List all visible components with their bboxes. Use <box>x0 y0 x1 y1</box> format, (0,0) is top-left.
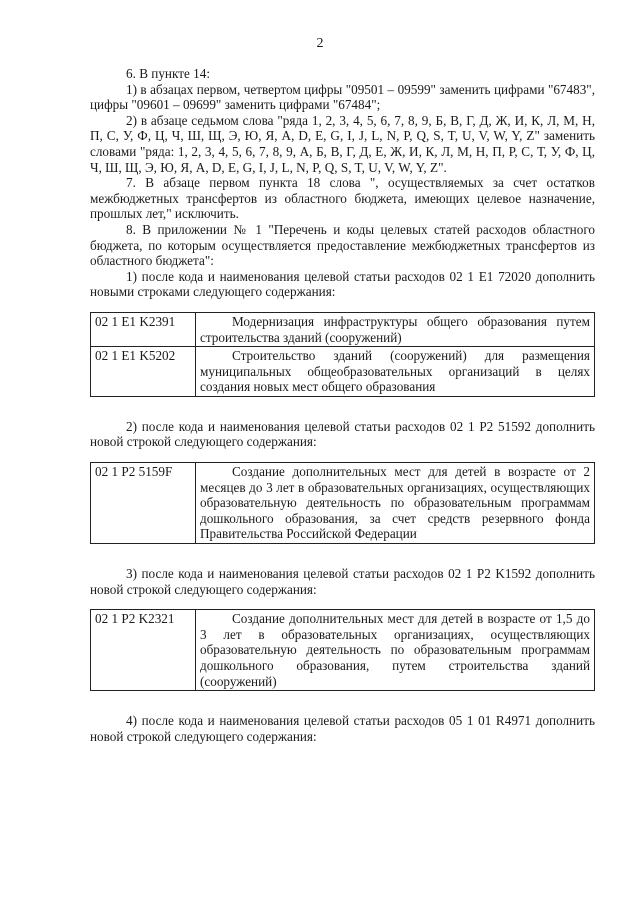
codes-table-1 <box>90 312 595 397</box>
name-cell: Создание дополнительных мест для детей в возрасте от 1,5 до 3 лет в образовательных организациях, осуществляющих образовательную деятельность по образовательным программам дошкольного образования, путем строительства зданий (сооружений) <box>196 610 595 691</box>
name-cell: Модернизация инфраструктуры общего образования путем строительства зданий (сооружений) <box>196 312 595 346</box>
codes-table-3 <box>90 609 595 691</box>
code-cell: 02 1 E1 K5202 <box>91 347 196 397</box>
table-row <box>91 347 595 397</box>
table-row <box>91 312 595 346</box>
name-cell: Строительство зданий (сооружений) для размещения муниципальных общеобразовательных организаций в целях создания новых мест общего образования <box>196 347 595 397</box>
paragraph-item-8: 8. В приложении № 1 "Перечень и коды целевых статей расходов областного бюджета, по которым осуществляется предоставление межбюджетных трансфертов из областного бюджета": <box>90 221 595 269</box>
document-body <box>90 66 595 744</box>
code-cell: 02 1 P2 5159F <box>91 463 196 544</box>
page-number: 2 <box>316 36 324 51</box>
paragraph-subitem-1: 1) в абзацах первом, четвертом цифры "09501 – 09599" заменить цифрами "67483", цифры "09601 – 09699" заменить цифрами "67484"; <box>90 81 595 113</box>
paragraph-item-6: 6. В пункте 14: <box>126 66 210 81</box>
codes-table-2 <box>90 462 595 544</box>
paragraph-item-7: 7. В абзаце первом пункта 18 слова ", осуществляемых за счет остатков межбюджетных трансфертов из областного бюджета, имеющих целевое назначение, прошлых лет," исключить. <box>90 175 595 222</box>
paragraph-addition-2: 2) после кода и наименования целевой статьи расходов 02 1 P2 51592 дополнить новой строкой следующего содержания: <box>90 418 595 450</box>
paragraph-addition-1: 1) после кода и наименования целевой статьи расходов 02 1 E1 72020 дополнить новыми строками следующего содержания: <box>90 268 595 300</box>
paragraph-subitem-2: 2) в абзаце седьмом слова "ряда 1, 2, 3, 4, 5, 6, 7, 8, 9, Б, В, Г, Д, Ж, И, К, Л, М, Н, П, С, У, Ф, Ц, Ч, Ш, Щ, Э, Ю, Я, А, D, E, G, I, J, L, N, P, Q, S, T, U, V, W, Y, Z" заменить словами "ряда: 1, 2, 3, 4, 5, 6, 7, 8, 9, А, Б, В, Г, Д, Е, Ж, И, К, Л, М, Н, П, Р, С, Т, У, Ф, Ц, Ч, Ш, Щ, Э, Ю, Я, А, D, E, G, I, J, L, N, P, Q, S, T, U, V, W, Y, Z". <box>90 112 595 175</box>
paragraph-addition-4: 4) после кода и наименования целевой статьи расходов 05 1 01 R4971 дополнить новой строкой следующего содержания: <box>90 713 595 744</box>
name-cell: Создание дополнительных мест для детей в возрасте от 2 месяцев до 3 лет в образовательных организациях, осуществляющих образовательную деятельность по образовательным программам дошкольного образования, за счет средств резервного фонда Правительства Российской Федерации <box>196 463 595 544</box>
code-cell: 02 1 P2 K2321 <box>91 610 196 691</box>
table-row <box>91 463 595 544</box>
table-row <box>91 610 595 691</box>
paragraph-addition-3: 3) после кода и наименования целевой статьи расходов 02 1 P2 K1592 дополнить новой строкой следующего содержания: <box>90 566 595 597</box>
code-cell: 02 1 E1 K2391 <box>91 312 196 346</box>
